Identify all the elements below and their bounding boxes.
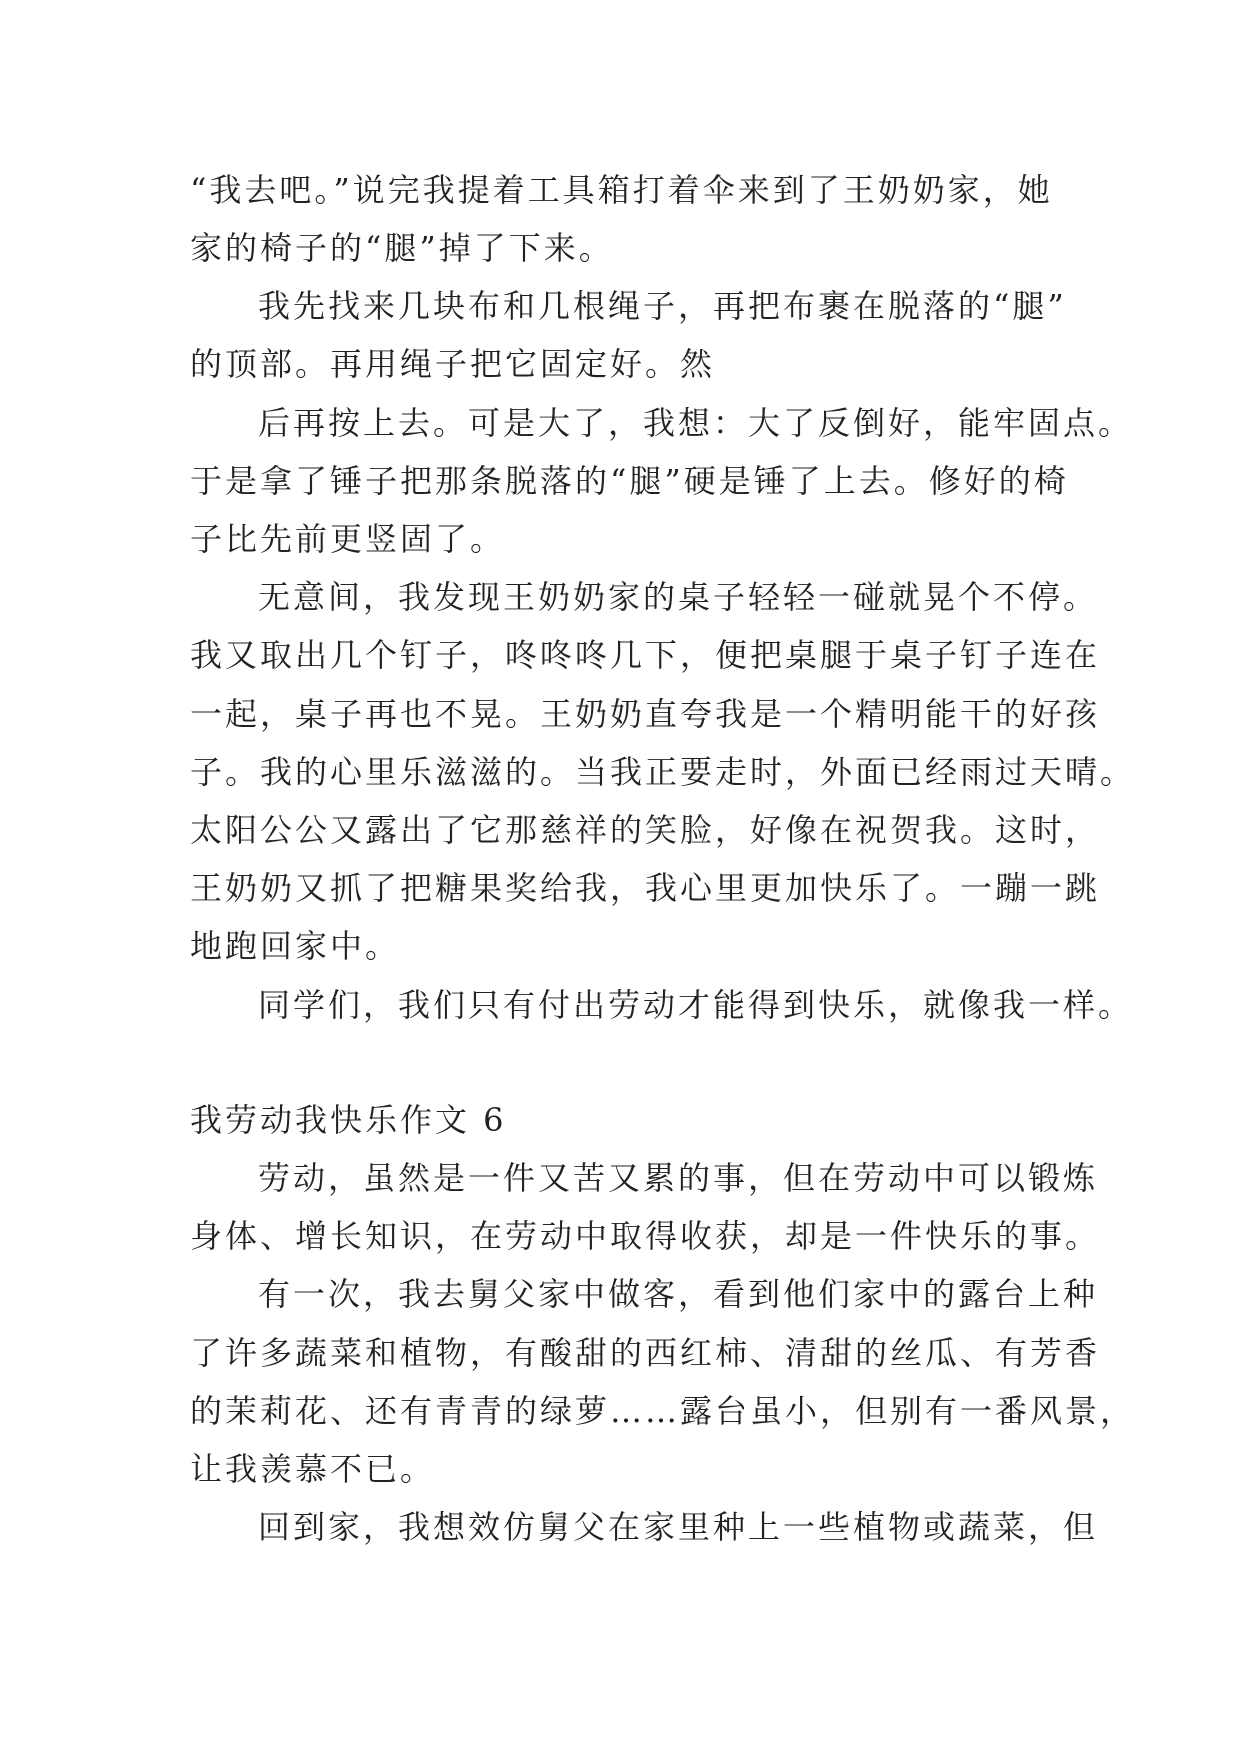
paragraph-line: 一起，桌子再也不晃。王奶奶直夸我是一个精明能干的好孩: [190, 695, 1101, 733]
paragraph-line: 的顶部。再用绳子把它固定好。然: [190, 345, 716, 383]
paragraph-line: 有一次，我去舅父家中做客，看到他们家中的露台上种: [258, 1275, 1099, 1313]
paragraph-line: 的茉莉花、还有青青的绿萝……露台虽小，但别有一番风景，: [190, 1392, 1136, 1430]
paragraph-line: 我先找来几块布和几根绳子，再把布裹在脱落的“腿”: [258, 287, 1067, 325]
paragraph-line: 了许多蔬菜和植物，有酸甜的西红柿、清甜的丝瓜、有芳香: [190, 1334, 1101, 1372]
paragraph-line: 身体、增长知识，在劳动中取得收获，却是一件快乐的事。: [190, 1217, 1101, 1255]
paragraph-line: 太阳公公又露出了它那慈祥的笑脸，好像在祝贺我。这时，: [190, 811, 1101, 849]
paragraph-line: 回到家，我想效仿舅父在家里种上一些植物或蔬菜，但: [258, 1508, 1099, 1546]
paragraph-line: 家的椅子的“腿”掉了下来。: [190, 229, 614, 267]
section-heading: 我劳动我快乐作文 6: [190, 1101, 507, 1139]
paragraph-line: 让我羡慕不已。: [190, 1450, 436, 1488]
paragraph-line: 无意间，我发现王奶奶家的桌子轻轻一碰就晃个不停。: [258, 578, 1099, 616]
paragraph-line: 子。我的心里乐滋滋的。当我正要走时，外面已经雨过天晴。: [190, 753, 1136, 791]
paragraph-line: 子比先前更竖固了。: [190, 520, 506, 558]
paragraph-line: “我去吧。”说完我提着工具箱打着伞来到了王奶奶家，她: [190, 171, 1053, 209]
paragraph-line: 后再按上去。可是大了，我想：大了反倒好，能牢固点。: [258, 404, 1134, 442]
paragraph-line: 同学们，我们只有付出劳动才能得到快乐，就像我一样。: [258, 986, 1134, 1024]
paragraph-line: 劳动，虽然是一件又苦又累的事，但在劳动中可以锻炼: [258, 1159, 1099, 1197]
paragraph-line: 地跑回家中。: [190, 927, 401, 965]
paragraph-line: 我又取出几个钉子，咚咚咚几下，便把桌腿于桌子钉子连在: [190, 636, 1101, 674]
paragraph-line: 于是拿了锤子把那条脱落的“腿”硬是锤了上去。修好的椅: [190, 462, 1069, 500]
paragraph-line: 王奶奶又抓了把糖果奖给我，我心里更加快乐了。一蹦一跳: [190, 869, 1101, 907]
